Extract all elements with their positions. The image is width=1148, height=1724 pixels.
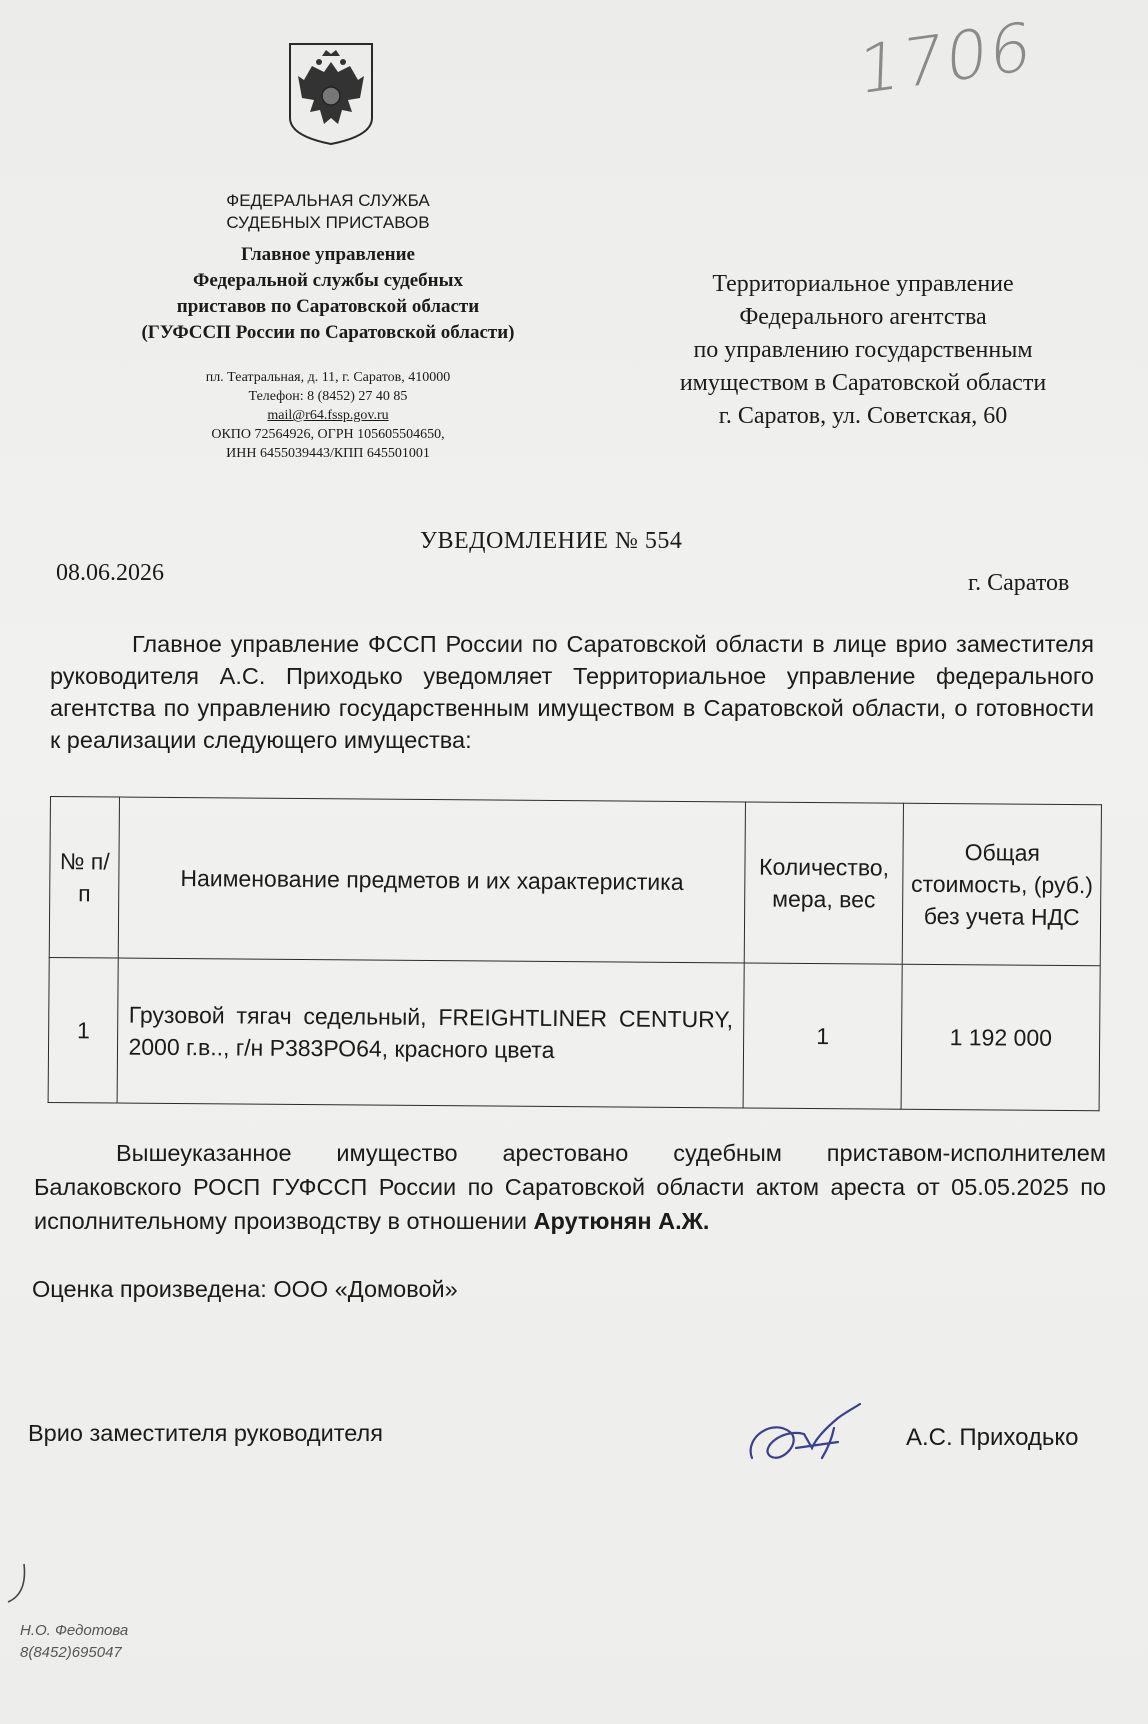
- row-quantity: 1: [743, 963, 903, 1109]
- sender-email-link[interactable]: mail@r64.fssp.gov.ru: [267, 408, 389, 423]
- signer-name: А.С. Приходько: [906, 1424, 1079, 1451]
- intro-paragraph: Главное управление ФССП России по Саратовской области в лице врио заместителя руководителя А.С. Приходько уведомляет Территориальное управление федерального агентства по управлению государственным имуществом в Саратовской области, о готовности к реализации следующего имущества:: [50, 631, 1094, 753]
- row-item-description: Грузовой тягач седельный, FREIGHTLINER CENTURY, 2000 г.в.., г/н Р383РО64, красного цвета: [118, 958, 744, 1108]
- sender-header: [78, 190, 578, 463]
- table-header-row: [49, 797, 1101, 966]
- recipient-line: имуществом в Саратовской области: [679, 370, 1047, 396]
- recipient-line: г. Саратов, ул. Советская, 60: [718, 403, 1008, 429]
- handwritten-signature: [742, 1398, 862, 1478]
- department-name: [78, 242, 578, 346]
- appraisal-line: Оценка произведена: ООО «Домовой»: [32, 1276, 458, 1302]
- column-header-name: Наименование предметов и их характеристика: [119, 797, 746, 963]
- document-title: УВЕДОМЛЕНИЕ № 554: [420, 528, 683, 554]
- recipient-line: по управлению государственным: [693, 337, 1033, 363]
- column-header-number: № п/п: [49, 797, 120, 959]
- recipient-line: Территориальное управление: [712, 271, 1014, 297]
- document-date: 08.06.2026: [56, 560, 164, 586]
- department-line: Главное управление: [241, 244, 415, 265]
- executor-phone: 8(8452)695047: [20, 1644, 122, 1661]
- arrest-text: Вышеуказанное имущество арестовано судебным приставом-исполнителем Балаковского РОСП ГУФССП России по Саратовской области актом ареста от 05.05.2025 по исполнительному производству в отношении: [34, 1140, 1106, 1234]
- sender-address: пл. Театральная, д. 11, г. Саратов, 410000: [205, 370, 451, 385]
- department-line: (ГУФССП России по Саратовской области): [141, 322, 515, 343]
- signer-position: Врио заместителя руководителя: [28, 1420, 383, 1446]
- property-table: [48, 796, 1102, 1111]
- agency-line: ФЕДЕРАЛЬНАЯ СЛУЖБА: [226, 191, 430, 210]
- recipient-line: Федерального агентства: [739, 304, 987, 330]
- pen-mark-icon: [4, 1562, 30, 1606]
- table-row: [48, 957, 1100, 1110]
- department-line: приставов по Саратовской области: [176, 296, 480, 317]
- sender-inn: ИНН 6455039443/КПП 645501001: [226, 446, 430, 461]
- sender-phone: Телефон: 8 (8452) 27 40 85: [248, 389, 408, 404]
- column-header-cost: Общая стоимость, (руб.) без учета НДС: [903, 803, 1102, 966]
- debtor-name: Арутюнян А.Ж.: [533, 1208, 710, 1234]
- row-number: 1: [48, 957, 119, 1103]
- coat-of-arms-icon: [284, 40, 378, 146]
- executor-info: [20, 1620, 128, 1664]
- recipient-block: [628, 268, 1098, 433]
- sender-okpo: ОКПО 72564926, ОГРН 105605504650,: [211, 427, 445, 442]
- agency-line: СУДЕБНЫХ ПРИСТАВОВ: [226, 213, 430, 232]
- row-cost: 1 192 000: [901, 964, 1100, 1111]
- department-line: Федеральной службы судебных: [193, 270, 463, 291]
- agency-name: [78, 190, 578, 234]
- handwritten-registration-number: 1706: [857, 7, 1035, 110]
- sender-contacts: [78, 368, 578, 463]
- column-header-quantity: Количество, мера, вес: [744, 802, 904, 964]
- executor-name: Н.О. Федотова: [20, 1622, 129, 1639]
- arrest-paragraph: [34, 1136, 1106, 1238]
- document-city: г. Саратов: [968, 570, 1070, 596]
